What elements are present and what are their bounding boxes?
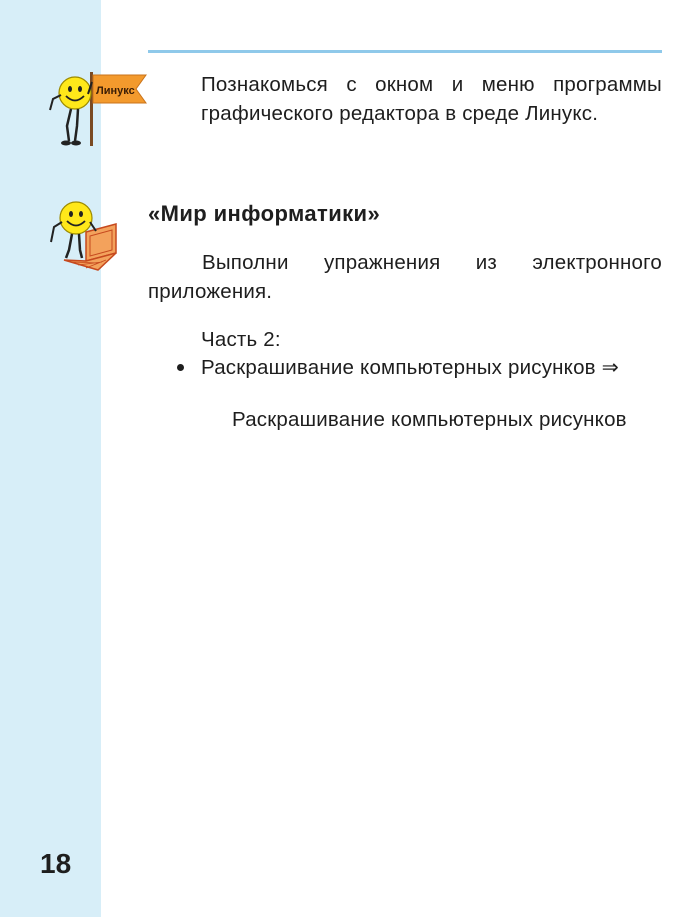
smiley-face [60, 202, 92, 234]
linux-task-text: Познакомься с окном и меню программы графического редактора в среде Линукс. [201, 73, 662, 125]
linux-flag-label: Линукс [96, 85, 135, 97]
part-label: Часть 2: [201, 328, 281, 351]
top-rule [148, 50, 662, 53]
linux-flag-smiley-icon [40, 68, 152, 150]
bullet-item-text: Раскрашивание компьютерных рисунков ⇒ [201, 356, 620, 379]
section-heading: «Мир информатики» [148, 201, 381, 226]
smiley-laptop-icon [42, 198, 124, 278]
page-number: 18 [40, 848, 72, 879]
bullet-dot [177, 364, 184, 371]
sub-item-text: Раскрашивание компьютерных рисунков [232, 408, 627, 431]
smiley-face [59, 77, 91, 109]
exercise-intro-text: Выполни упражнения из электронного приложения. [148, 251, 662, 303]
